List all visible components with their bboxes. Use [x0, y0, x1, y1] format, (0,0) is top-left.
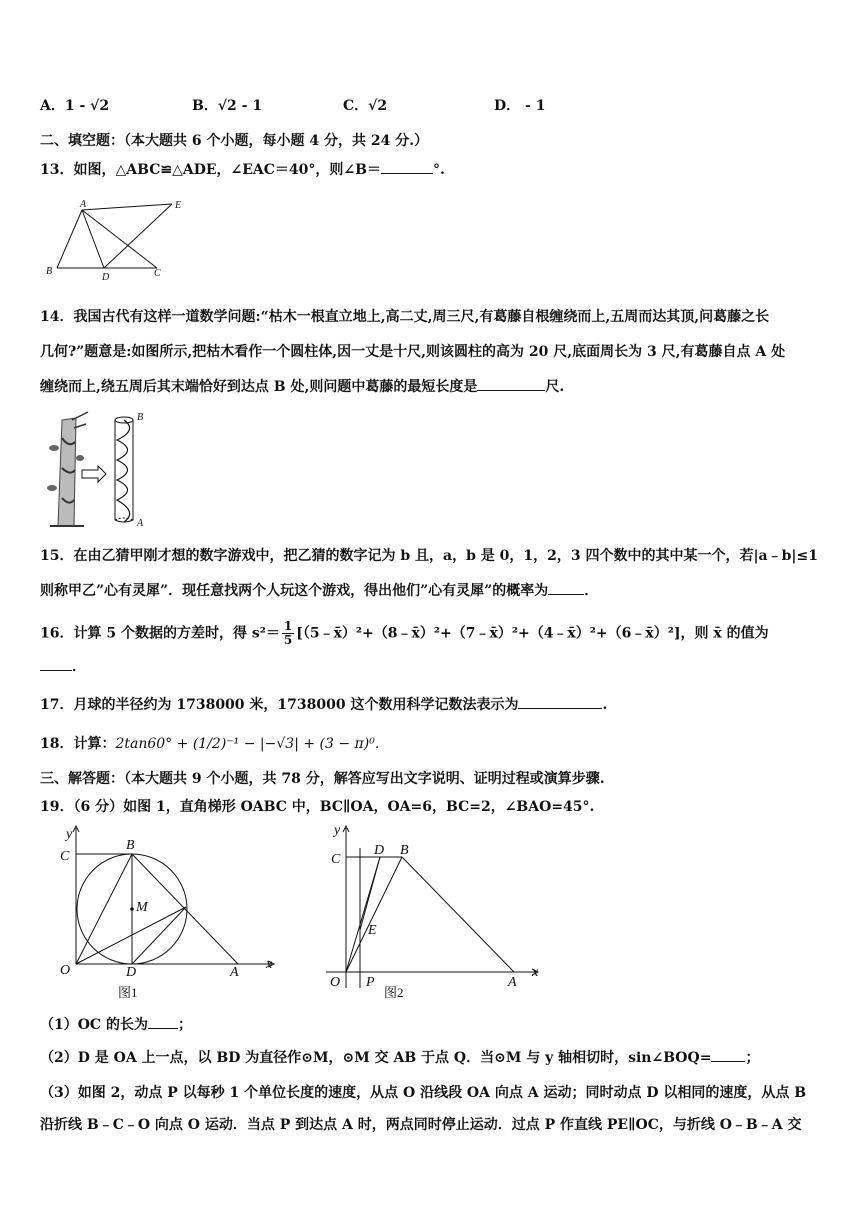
question-16-blank-line: ．	[40, 656, 86, 677]
label-e: E	[368, 923, 377, 938]
question-13: 13．如图，△ABC≌△ADE，∠EAC＝40°，则∠B＝ °.	[40, 159, 445, 180]
label-a: A	[137, 518, 144, 529]
question-19-part-2: （2）D 是 OA 上一点，以 BD 为直径作⊙M，⊙M 交 AB 于点 Q．当⊙M 与 y 轴相切时，sin∠BOQ= ；	[40, 1047, 759, 1068]
label-a: A	[230, 965, 239, 980]
label-c: C	[331, 852, 341, 867]
fraction-one-fifth: $\frac{1}{5}$	[283, 619, 293, 647]
label-c: C	[60, 849, 70, 864]
answer-blank	[711, 1047, 745, 1062]
question-14-line-1: 14．我国古代有这样一道数学问题:“枯木一根直立地上,高二丈,周三尺,有葛藤自根缠绕而上,五周而达其顶,问葛藤之长	[40, 309, 770, 325]
label-b: B	[137, 412, 144, 423]
choice-d: D． - 1	[494, 98, 546, 114]
question-17: 17．月球的半径约为 1738000 米，1738000 这个数用科学记数法表示为 .	[40, 694, 607, 715]
label-a: A	[508, 975, 517, 990]
q14-vine-cylinder-figure	[42, 408, 157, 530]
question-19-part-3-line-2: 沿折线 B﹣C﹣O 向点 O 运动．当点 P 到达点 A 时，两点同时停止运动．过点 P 作直线 PE∥OC，与折线 O﹣B﹣A 交	[40, 1117, 802, 1133]
section-3-heading: 三、解答题：（本大题共 9 个小题，共 78 分，解答应写出文字说明、证明过程或演算步骤.	[40, 771, 605, 787]
figure-1-caption: 图1	[118, 985, 138, 1000]
answer-blank	[518, 694, 602, 709]
q13-triangle-figure	[42, 196, 192, 284]
label-x: x	[266, 957, 273, 972]
question-19-part-3-line-1: （3）如图 2，动点 P 以每秒 1 个单位长度的速度，从点 O 沿线段 OA 向点 A 运动；同时动点 D 以相同的速度，从点 B	[40, 1085, 807, 1101]
label-y: y	[334, 823, 341, 838]
question-16: 16．计算 5 个数据的方差时，得 s²＝ $\frac{1}{5}$ [（5﹣x̄）²+（8﹣x̄）²+（7﹣x̄）²+（4﹣x̄）²+（6﹣x̄）²]，则 x̄ 的值为	[40, 619, 769, 647]
label-d: D	[374, 843, 385, 858]
label-d: D	[126, 965, 137, 980]
label-x: x	[532, 965, 539, 980]
label-b: B	[400, 843, 409, 858]
label-o: O	[60, 963, 71, 978]
question-14-line-3: 缠绕而上,绕五周后其末端恰好到达点 B 处,则问题中葛藤的最短长度是 尺.	[40, 376, 564, 397]
answer-blank	[477, 376, 545, 391]
answer-blank	[40, 656, 72, 671]
label-o: O	[330, 975, 341, 990]
choice-b: B．√2 - 1	[192, 98, 263, 114]
label-b: B	[46, 266, 53, 277]
figure-2-caption: 图2	[384, 985, 404, 1000]
label-p: P	[366, 975, 375, 990]
question-15-line-2: 则称甲乙”心有灵犀”．现任意找两个人玩这个游戏，得出他们”心有灵犀”的概率为 ．	[40, 580, 598, 601]
choice-c: C．√2	[343, 98, 388, 114]
label-y: y	[66, 827, 73, 842]
answer-blank	[548, 580, 584, 595]
label-b: B	[126, 838, 135, 853]
label-e: E	[175, 200, 182, 211]
q19-figure-2	[318, 820, 548, 1002]
choice-a: A．1 - √2	[40, 98, 110, 114]
q19-figure-1	[42, 822, 287, 1002]
answer-blank	[148, 1014, 178, 1029]
label-c: C	[154, 268, 161, 279]
label-a: A	[80, 199, 87, 210]
question-18: 18．计算：2tan60° + (1/2)⁻¹ − |−√3| + (3 − π)⁰.	[40, 736, 380, 752]
question-14-line-2: 几何?”题意是:如图所示,把枯木看作一个圆柱体,因一丈是十尺,则该圆柱的高为 20 尺,底面周长为 3 尺,有葛藤自点 A 处	[40, 344, 786, 360]
label-m: M	[136, 900, 148, 915]
label-d: D	[102, 272, 110, 283]
question-15-line-1: 15．在由乙猜甲刚才想的数字游戏中，把乙猜的数字记为 b 且，a，b 是 0，1，2，3 四个数中的其中某一个，若|a﹣b|≤1	[40, 548, 818, 564]
question-19-stem: 19．（6 分）如图 1，直角梯形 OABC 中，BC∥OA，OA=6，BC=2，∠BAO=45°.	[40, 799, 595, 815]
question-19-part-1: （1）OC 的长为 ；	[40, 1014, 192, 1035]
question-13-text: 13．如图，△ABC≌△ADE，∠EAC＝40°，则∠B＝	[40, 162, 381, 178]
answer-blank	[381, 159, 433, 174]
section-2-heading: 二、填空题：（本大题共 6 个小题，每小题 4 分，共 24 分.）	[40, 133, 429, 149]
